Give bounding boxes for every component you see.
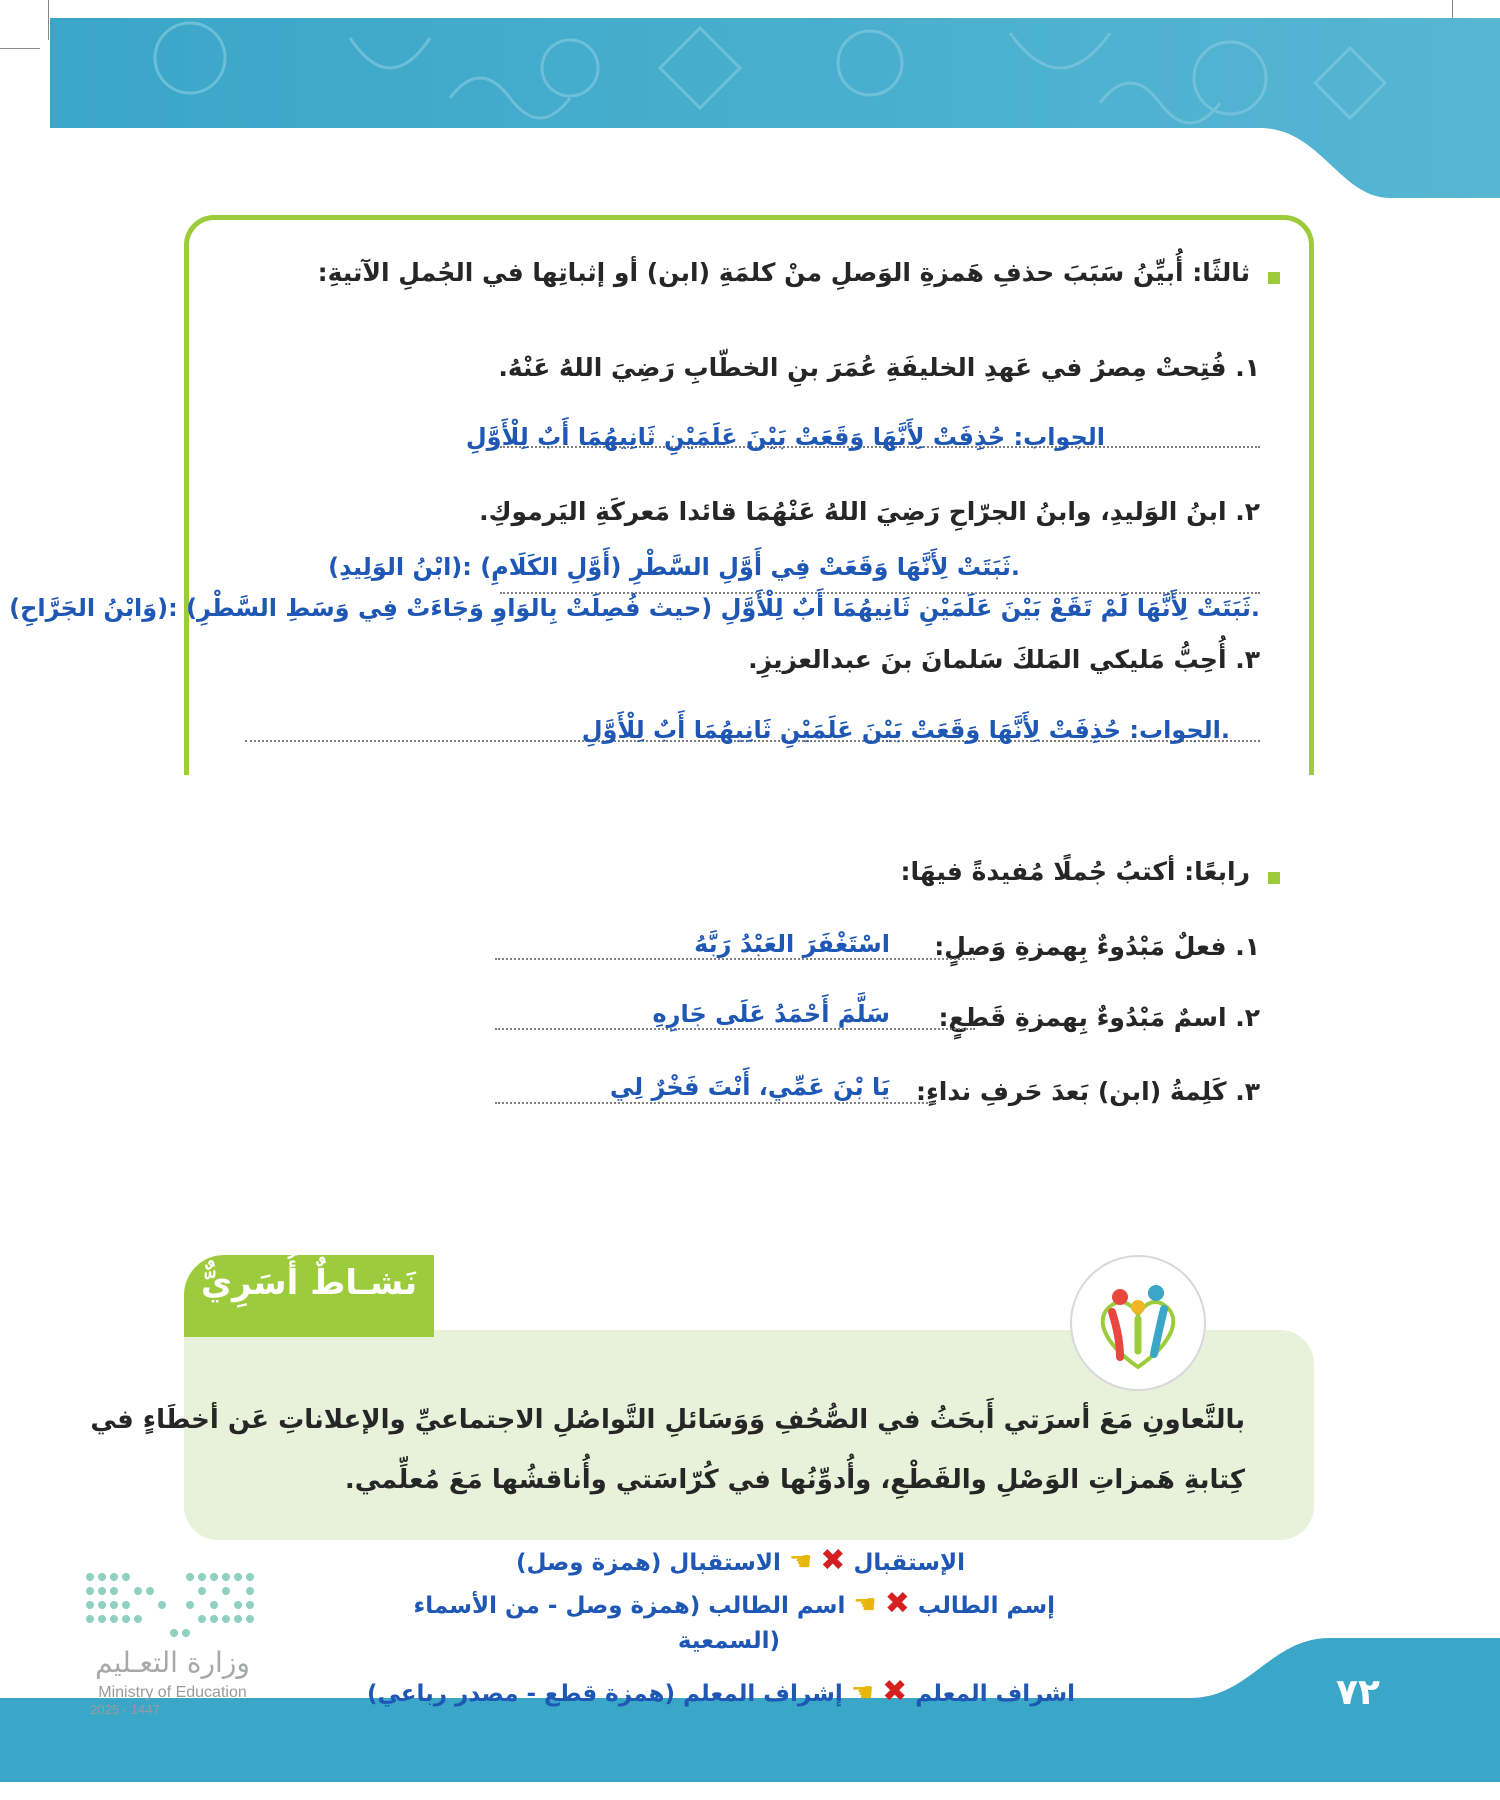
ministry-name-english: Ministry of Education	[98, 1684, 247, 1701]
x-mark-icon: ✖	[884, 1586, 910, 1621]
note-row-2	[414, 1586, 1055, 1621]
ministry-name-arabic: وزارة التعـليم	[95, 1646, 250, 1679]
item-1-label: ١. فعلٌ مَبْدُوءٌ بِهمزةِ وَصلٍ:	[934, 932, 1260, 961]
wrong-word: الإستقبال	[853, 1550, 965, 1576]
item-3-label: ٣. كَلِمةُ (ابن) بَعدَ حَرفِ نداءٍ:	[916, 1077, 1260, 1106]
crop-mark	[0, 48, 40, 49]
section-three-title: ثالثًا: أُبيِّنُ سَبَبَ حذفِ هَمزةِ الوَصلِ منْ كلمَةِ (ابن) أو إثباتِها في الجُملِ الآتيةِ:	[317, 258, 1250, 287]
answer-3: .الجواب: حُذِفَتْ لِأَنَّهَا وَقَعَتْ بَيْنَ عَلَمَيْنِ ثَانِيهُمَا أَبٌ لِلْأَوَّلِ	[581, 716, 1230, 744]
answer-line	[495, 958, 975, 960]
answer-line	[495, 1028, 975, 1030]
family-heart-icon	[1070, 1255, 1206, 1391]
family-activity-title: نَشـاطٌ أُسَرِيٌّ	[200, 1263, 418, 1303]
item-2-answer: سَلَّمَ أَحْمَدُ عَلَى جَارِهِ	[652, 1000, 890, 1028]
question-1: ١. فُتِحتْ مِصرُ في عَهدِ الخليفَةِ عُمَرَ بنِ الخطّابِ رَضِيَ اللهُ عَنْهُ.	[498, 353, 1260, 382]
pointing-hand-icon: ☚	[788, 1547, 813, 1577]
correct-word: اسم الطالب (همزة وصل - من الأسماء	[413, 1593, 846, 1619]
section-three-frame	[184, 215, 1314, 775]
note-row-3	[678, 1628, 780, 1654]
wrong-word: اشراف المعلم	[915, 1681, 1075, 1707]
pointing-hand-icon: ☚	[850, 1678, 875, 1708]
note-row-1	[516, 1543, 965, 1578]
edition-year: 2025 - 1447	[90, 1702, 160, 1717]
page-number: ٧٢	[1336, 1672, 1380, 1713]
answer-1: الجواب: حُذِفَتْ لِأَنَّهَا وَقَعَتْ بَيْنَ عَلَمَيْنِ ثَانِيهُمَا أَبٌ لِلْأَوَّلِ	[465, 423, 1105, 451]
section-bullet-icon	[1268, 872, 1280, 884]
item-3-answer: يَا بْنَ عَمِّي، أَنْتَ فَخْرٌ لِي	[609, 1073, 890, 1101]
pointing-hand-icon: ☚	[853, 1590, 877, 1620]
answer-2b: .ثَبَتَتْ لِأَنَّهَا لَمْ تَقَعْ بَيْنَ عَلَمَيْنِ ثَانِيهُمَا أَبٌ لِلْأَوَّلِ (حيث فُصِلَتْ بِالوَاوِ وَجَاءَتْ فِي وَسَطِ السَّطْرِ) :(وَابْنُ الجَرَّاحِ)	[9, 594, 1260, 622]
correct-word: إشراف المعلم (همزة قطع - مصدر رباعي)	[367, 1681, 843, 1707]
section-four-title: رابعًا: أكتبُ جُملًا مُفيدةً فيهَا:	[900, 857, 1250, 886]
question-3: ٣. أُحِبُّ مَليكي المَلكَ سَلمانَ بنَ عبدالعزيزِ.	[748, 645, 1260, 674]
item-2-label: ٢. اسمٌ مَبْدُوءٌ بِهمزةِ قَطعٍ:	[938, 1003, 1260, 1032]
family-activity-line-2: كِتابةِ هَمزاتِ الوَصْلِ والقَطْعِ، وأُدوِّنُها في كُرّاسَتي وأُناقشُها مَعَ مُعلِّمي.	[344, 1465, 1245, 1495]
x-mark-icon: ✖	[820, 1543, 846, 1578]
top-banner	[50, 18, 1500, 198]
question-2: ٢. ابنُ الوَليدِ، وابنُ الجرّاحِ رَضِيَ اللهُ عَنْهُمَا قائدا مَعركَةِ اليَرموكِ.	[479, 497, 1260, 526]
continuation-text: (السمعية	[677, 1628, 780, 1654]
wrong-word: إسم الطالب	[917, 1593, 1055, 1619]
crop-mark	[48, 0, 49, 40]
section-bullet-icon	[1268, 272, 1280, 284]
family-activity-line-1: بالتَّعاونِ مَعَ أسرَتي أَبحَثُ في الصُّحُفِ وَوَسَائلِ التَّواصُلِ الاجتماعيِّ والإعلاناتِ عَن أخطَاءٍ في	[90, 1405, 1245, 1435]
answer-line	[495, 1102, 935, 1104]
note-row-4	[367, 1674, 1075, 1709]
x-mark-icon: ✖	[882, 1674, 908, 1709]
correct-word: الاستقبال (همزة وصل)	[516, 1550, 781, 1576]
item-1-answer: اسْتَغْفَرَ العَبْدُ رَبَّهُ	[694, 930, 890, 958]
answer-2a: .ثَبَتَتْ لِأَنَّهَا وَقَعَتْ فِي أَوَّلِ السَّطْرِ (أَوَّلِ الكَلَامِ) :(ابْنُ الوَلِيدِ)	[328, 553, 1020, 581]
